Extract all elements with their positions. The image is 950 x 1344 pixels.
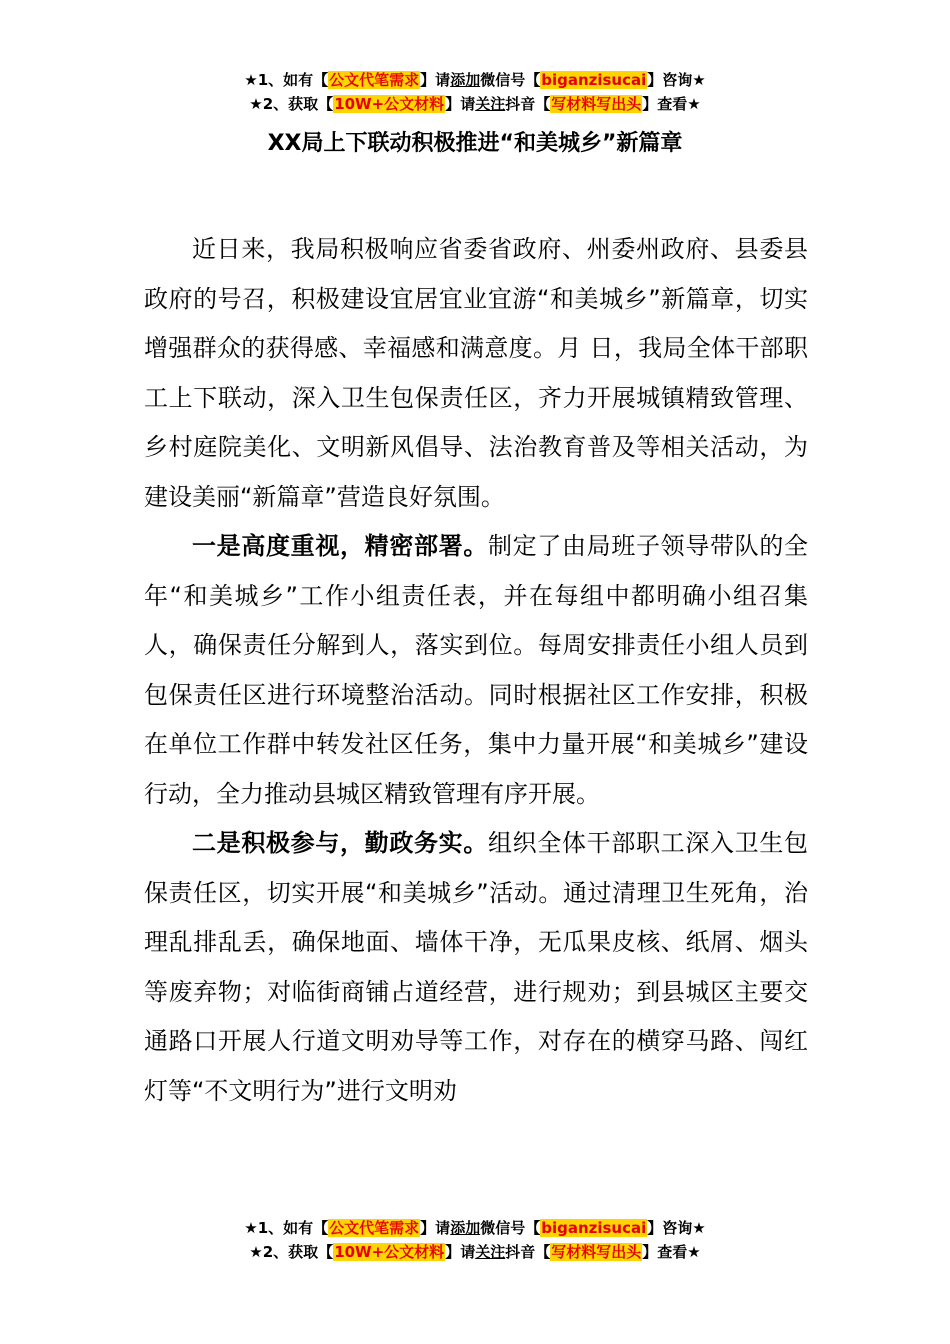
banner-text: 抖音【 bbox=[505, 1243, 551, 1261]
section-1-body: 制定了由局班子领导带队的全年“和美城乡”工作小组责任表，并在每组中都明确小组召集人，确保责任分解到人，落实到位。每周安排责任小组人员到包保责任区进行环境整治活动。同时根据社区工作安排，积极在单位工作群中转发社区任务，集中力量开展“和美城乡”建设行动，全力推动县城区精致管理有序开展。 bbox=[144, 532, 808, 808]
banner-line-1 bbox=[0, 69, 950, 93]
banner-text: ★2、获取【 bbox=[249, 95, 334, 113]
banner-underlined: 添加 bbox=[450, 71, 481, 89]
banner-text: 】咨询★ bbox=[647, 71, 706, 89]
banner-text: 】请 bbox=[445, 1243, 476, 1261]
banner-highlight: biganzisucai bbox=[541, 71, 647, 89]
banner-text: 微信号【 bbox=[480, 1219, 541, 1237]
banner-underlined: 添加 bbox=[450, 1219, 481, 1237]
footer-banner bbox=[0, 1217, 950, 1265]
section-2-lead: 二是积极参与，勤政务实。 bbox=[192, 829, 488, 857]
banner-text: 】查看★ bbox=[642, 95, 701, 113]
banner-text: ★1、如有【 bbox=[244, 1219, 329, 1237]
section-2-body: 组织全体干部职工深入卫生包保责任区，切实开展“和美城乡”活动。通过清理卫生死角，治理乱排乱丢，确保地面、墙体干净，无瓜果皮核、纸屑、烟头等废弃物；对临街商铺占道经营，进行规劝；到县城区主要交通路口开展人行道文明劝导等工作，对存在的横穿马路、闯红灯等“不文明行为”进行文明劝 bbox=[144, 829, 808, 1105]
banner-line-2 bbox=[0, 93, 950, 117]
document-body bbox=[144, 225, 808, 1116]
banner-text: 】请 bbox=[445, 95, 476, 113]
banner-highlight: biganzisucai bbox=[541, 1219, 647, 1237]
banner-highlight: 10W+公文材料 bbox=[334, 95, 445, 113]
banner-line-2 bbox=[0, 1241, 950, 1265]
banner-text: 】咨询★ bbox=[647, 1219, 706, 1237]
section-2-paragraph bbox=[144, 819, 808, 1116]
banner-highlight: 写材料写出头 bbox=[551, 1243, 642, 1261]
intro-paragraph: 近日来，我局积极响应省委省政府、州委州政府、县委县政府的号召，积极建设宜居宜业宜游“和美城乡”新篇章，切实增强群众的获得感、幸福感和满意度。月 日，我局全体干部职工上下联动，深入卫生包保责任区，齐力开展城镇精致管理、乡村庭院美化、文明新风倡导、法治教育普及等相关活动，为建设美丽“新篇章”营造良好氛围。 bbox=[144, 235, 808, 511]
banner-text: ★2、获取【 bbox=[249, 1243, 334, 1261]
banner-line-1 bbox=[0, 1217, 950, 1241]
banner-underlined: 关注 bbox=[475, 1243, 506, 1261]
section-1-lead: 一是高度重视，精密部署。 bbox=[192, 532, 488, 560]
header-banner bbox=[0, 69, 950, 117]
banner-underlined: 关注 bbox=[475, 95, 506, 113]
banner-text: 】请 bbox=[420, 71, 451, 89]
banner-text: 抖音【 bbox=[505, 95, 551, 113]
banner-highlight: 公文代笔需求 bbox=[329, 1219, 420, 1237]
section-1-paragraph bbox=[144, 522, 808, 819]
banner-highlight: 写材料写出头 bbox=[551, 95, 642, 113]
banner-text: 】查看★ bbox=[642, 1243, 701, 1261]
banner-highlight: 10W+公文材料 bbox=[334, 1243, 445, 1261]
document-title: XX局上下联动积极推进“和美城乡”新篇章 bbox=[267, 131, 683, 156]
banner-text: 微信号【 bbox=[480, 71, 541, 89]
banner-text: ★1、如有【 bbox=[244, 71, 329, 89]
banner-text: 】请 bbox=[420, 1219, 451, 1237]
banner-highlight: 公文代笔需求 bbox=[329, 71, 420, 89]
